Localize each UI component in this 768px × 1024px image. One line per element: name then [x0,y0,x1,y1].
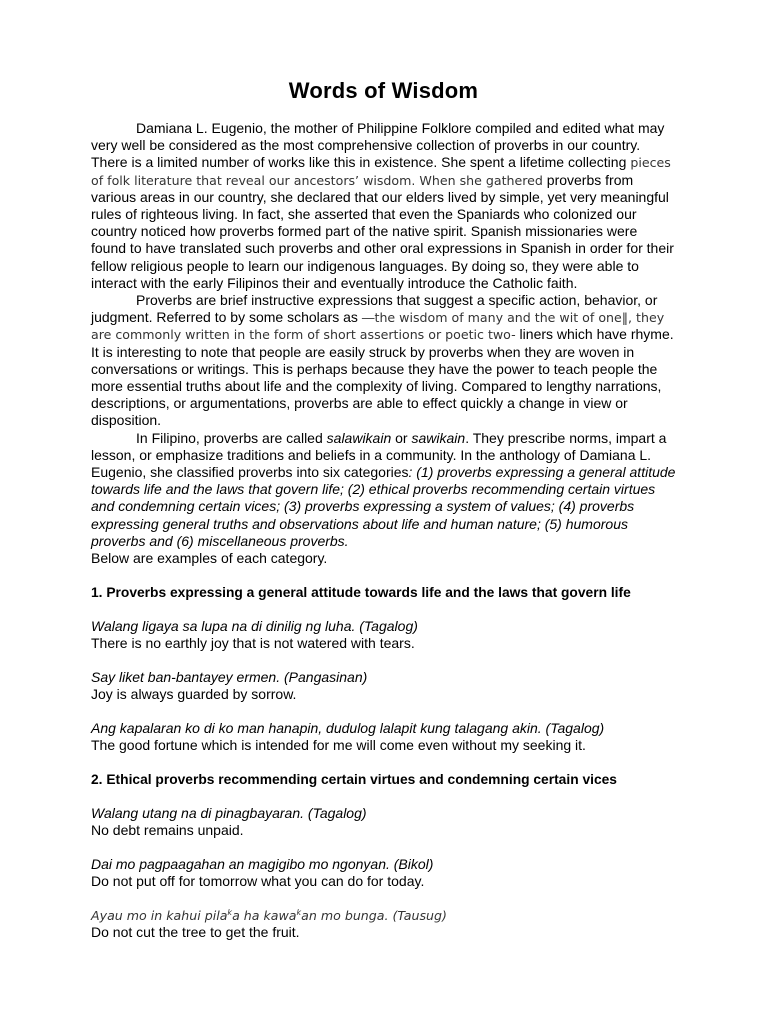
proverb-native: Walang ligaya sa lupa na di dinilig ng luha. (Tagalog) [91,618,418,635]
proverb-example [91,618,676,652]
proverb-example [91,856,676,890]
intro-p3-text-b: . They prescribe norms, impart a lesson, or emphasize traditions and beliefs in a community. In the anthology of Damiana L. Eugenio, she classified proverbs into six categories [91,429,667,481]
proverb-translation: The good fortune which is intended for me will come even without my seeking it. [91,737,586,754]
intro-paragraph-3 [91,430,676,550]
category-list: : (1) proverbs expressing a general attitude towards life and the laws that govern life; (2) ethical proverbs recommending certain virtues and condemning certain vices; (3) proverbs expressing a system of values; (4) proverbs expressing general truths and observations about life and human nature; (5) humorous proverbs and (6) miscellaneous proverbs. [91,464,676,549]
term-salawikain: salawikain [326,429,392,446]
term-sawikain: sawikain [411,429,466,446]
proverb-translation: Do not cut the tree to get the fruit. [91,924,300,941]
intro-p3-or: or [391,429,412,446]
proverb-translation: There is no earthly joy that is not watered with tears. [91,635,415,652]
proverb-native: Walang utang na di pinagbayaran. (Tagalog) [91,805,367,822]
intro-p2-text-b: ―the wisdom of many and the wit of one‖, they are commonly written in the form of short assertions or poetic two- [91,310,665,343]
proverb-native: Dai mo pagpaagahan an magigibo mo ngonyan. (Bikol) [91,856,434,873]
intro-p1-text-b: pieces of folk literature that reveal our ancestors’ wisdom. When she gathered [91,155,671,188]
proverb-example [91,720,676,754]
proverb-native-tausug [91,907,676,924]
intro-paragraph-1 [91,120,676,292]
proverb-translation: No debt remains unpaid. [91,822,244,839]
intro-paragraph-2 [91,292,676,430]
tausug-part-1: Ayau mo in kahui pila [91,908,228,924]
tausug-superscript-1: k [227,908,233,918]
intro-p2-text-c: liners which have rhyme. It is interesting to note that people are easily struck by proverbs when they are woven in conversations or writings. This is perhaps because they have the power to teach people the more essential truths about life and the complexity of living. Compared to lengthy narrations, descriptions, or argumentations, proverbs are able to effect quickly a change in view or disposition. [91,326,674,429]
proverb-example [91,907,676,941]
proverb-native: Say liket ban-bantayey ermen. (Pangasinan) [91,669,368,686]
proverb-example [91,669,676,703]
proverb-example [91,805,676,839]
tausug-part-2: a ha kawa [232,908,297,924]
intro-p1-text-a: Damiana L. Eugenio, the mother of Philippine Folklore compiled and edited what may very well be considered as the most comprehensive collection of proverbs in our country. There is a limited number of works like this in existence. She spent a lifetime collecting [91,120,665,171]
page-title: Words of Wisdom [288,78,479,103]
tausug-part-3: an mo bunga. (Tausug) [301,908,447,924]
tausug-superscript-2: k [296,908,302,918]
intro-p1-text-c: proverbs from various areas in our country, she declared that our elders lived by simple, yet very meaningful rules of righteous living. In fact, she asserted that even the Spaniards who colonized our country noticed how proverbs formed part of the native spirit. Spanish missionaries were found to have translated such proverbs and other oral expressions in Spanish in order for their fellow religious people to learn our indigenous languages. By doing so, they were able to interact with the early Filipinos their and eventually introduce the Catholic faith. [91,171,674,291]
proverb-native: Ang kapalaran ko di ko man hanapin, dudulog lalapit kung talagang akin. (Tagalog) [91,720,605,737]
section-heading-2: 2. Ethical proverbs recommending certain virtues and condemning certain vices [91,772,617,788]
section-heading-1: 1. Proverbs expressing a general attitude towards life and the laws that govern life [91,585,631,601]
intro-paragraph-4: Below are examples of each category. [91,550,328,567]
proverb-translation: Joy is always guarded by sorrow. [91,686,297,703]
proverb-translation: Do not put off for tomorrow what you can do for today. [91,873,425,890]
intro-p3-text-a: In Filipino, proverbs are called [136,429,327,446]
intro-p2-text-a: Proverbs are brief instructive expressions that suggest a specific action, behavior, or judgment. Referred to by some scholars as [91,292,658,326]
